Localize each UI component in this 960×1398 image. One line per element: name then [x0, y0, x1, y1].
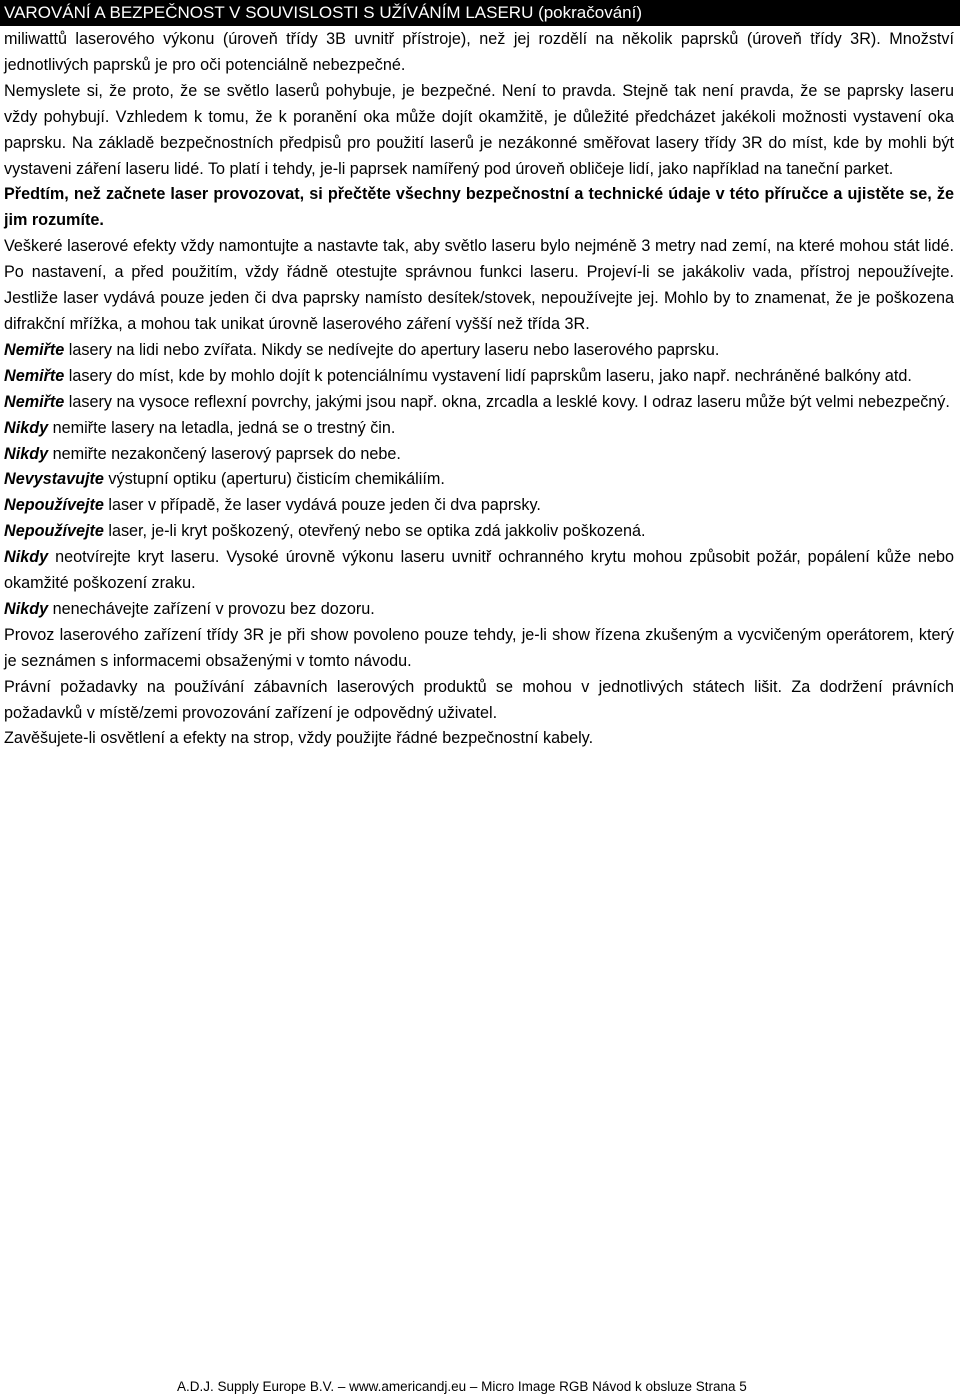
paragraph-1: miliwattů laserového výkonu (úroveň třídy 3B uvnitř přístroje), než jej rozdělí na několik paprsků (úroveň třídy 3R). Množství jednotlivých paprsků je pro oči potenciálně nebezpečné.: [4, 30, 954, 74]
rule-10-lead: Nikdy: [4, 599, 49, 618]
page-footer: [177, 1377, 747, 1397]
rule-9-lead: Nikdy: [4, 548, 49, 567]
footer-text: A.D.J. Supply Europe B.V. – www.americandj.eu – Micro Image RGB Návod k obsluze Strana 5: [177, 1379, 747, 1394]
rule-6-lead: Nevystavujte: [4, 470, 104, 489]
rule-7: Nepoužívejte laser v případě, že laser vydává pouze jeden či dva paprsky.: [4, 496, 541, 515]
rule-2-lead: Nemiřte: [4, 366, 65, 385]
rule-4: Nikdy nemiřte lasery na letadla, jedná se o trestný čin.: [4, 418, 396, 437]
rule-10: Nikdy nenechávejte zařízení v provozu bez dozoru.: [4, 599, 375, 618]
rule-6: Nevystavujte výstupní optiku (aperturu) čisticím chemikáliím.: [4, 470, 445, 489]
rule-1-lead: Nemiřte: [4, 340, 65, 359]
paragraph-4: Veškeré laserové efekty vždy namontujte a nastavte tak, aby světlo laseru bylo nejméně 3 metry nad zemí, na které mohou stát lidé. Po nastavení, a před použitím, vždy řádně otestujte správnou funkci laseru. Projeví-li se jakákoliv vada, přístroj nepoužívejte. Jestliže laser vydává pouze jeden či dva paprsky namísto desítek/stovek, nepoužívejte jej. Mohlo by to znamenat, že je poškozena difrakční mřížka, a mohou tak unikat úrovně laserového záření vyšší než třída 3R.: [4, 237, 954, 333]
rule-2: Nemiřte lasery do míst, kde by mohlo dojít k potenciálnímu vystavení lidí paprskům laseru, jako např. nechráněné balkóny atd.: [4, 366, 912, 385]
rule-3-lead: Nemiřte: [4, 392, 65, 411]
rule-7-lead: Nepoužívejte: [4, 496, 104, 515]
rule-5-lead: Nikdy: [4, 444, 49, 463]
paragraph-safety-cables: Zavěšujete-li osvětlení a efekty na strop, vždy použijte řádné bezpečnostní kabely.: [4, 729, 594, 748]
section-header: [0, 0, 960, 26]
document-body: [4, 27, 954, 752]
paragraph-3-bold-warning: Předtím, než začnete laser provozovat, si přečtěte všechny bezpečnostní a technické údaje v této příručce a ujistěte se, že jim rozumíte.: [4, 185, 954, 230]
rule-1: Nemiřte lasery na lidi nebo zvířata. Nikdy se nedívejte do apertury laseru nebo laserového paprsku.: [4, 340, 720, 359]
rule-4-lead: Nikdy: [4, 418, 49, 437]
rule-8-lead: Nepoužívejte: [4, 522, 104, 541]
rule-5: Nikdy nemiřte nezakončený laserový paprsek do nebe.: [4, 444, 401, 463]
paragraph-operation: Provoz laserového zařízení třídy 3R je při show povoleno pouze tehdy, je-li show řízena zkušeným a vycvičeným operátorem, který je seznámen s informacemi obsaženými v tomto návodu.: [4, 625, 954, 670]
rule-9: Nikdy neotvírejte kryt laseru. Vysoké úrovně výkonu laseru uvnitř ochranného krytu mohou způsobit požár, popálení kůže nebo okamžité poškození zraku.: [4, 548, 954, 593]
section-title: VAROVÁNÍ A BEZPEČNOST V SOUVISLOSTI S UŽÍVÁNÍM LASERU (pokračování): [4, 3, 642, 22]
rule-3: Nemiřte lasery na vysoce reflexní povrchy, jakými jsou např. okna, zrcadla a lesklé kovy. I odraz laseru může být velmi nebezpečný.: [4, 392, 950, 411]
rule-8: Nepoužívejte laser, je-li kryt poškozený, otevřený nebo se optika zdá jakkoliv poškozená.: [4, 522, 646, 541]
paragraph-legal: Právní požadavky na používání zábavních laserových produktů se mohou v jednotlivých státech lišit. Za dodržení právních požadavků v místě/zemi provozování zařízení je odpovědný uživatel.: [4, 677, 954, 722]
paragraph-2: Nemyslete si, že proto, že se světlo laserů pohybuje, je bezpečné. Není to pravda. Stejně tak není pravda, že se paprsky laseru vždy pohybují. Vzhledem k tomu, že k poranění oka může dojít okamžitě, je důležité předcházet jakékoli možnosti vystavení oka paprsku. Na základě bezpečnostních předpisů pro použití laserů je nezákonné směřovat lasery třídy 3R do míst, kde by mohli být vystaveni záření laseru lidé. To platí i tehdy, je-li paprsek namířený pod úroveň obličeje lidí, jako například na taneční parket.: [4, 81, 954, 178]
